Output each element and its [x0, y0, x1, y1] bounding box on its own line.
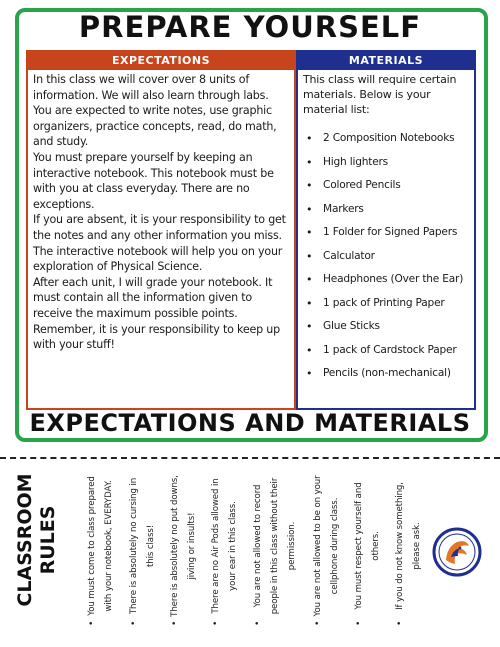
materials-header: MATERIALS	[298, 52, 474, 70]
bullet-icon: •	[170, 620, 180, 626]
materials-list	[303, 127, 469, 386]
rule-item	[208, 472, 242, 626]
rule-item	[310, 472, 344, 626]
materials-body	[298, 70, 474, 386]
rule-text: There are no Air Pods allowed in your ear in this class.	[211, 478, 238, 614]
expectations-body	[28, 70, 294, 353]
expectations-paragraph: In this class we will cover over 8 units of information. We will also learn through labs. You are expected to write notes, use graphic organizers, practice concepts, read, do math, and study.	[33, 73, 277, 149]
rule-text: If you do not know something, please ask.	[395, 482, 422, 610]
cut-line-divider	[0, 457, 500, 459]
rule-item	[126, 472, 160, 626]
bullet-icon: •	[129, 620, 139, 626]
expectations-panel	[26, 50, 296, 410]
list-item: • 1 pack of Printing Paper	[303, 292, 469, 316]
expectations-paragraph: If you are absent, it is your responsibility to get the notes and any other information you miss.	[33, 213, 286, 242]
list-item: • 1 Folder for Signed Papers	[303, 221, 469, 245]
bullet-icon: •	[211, 620, 221, 626]
bullet-icon: •	[354, 620, 364, 626]
rule-item	[84, 472, 118, 626]
list-item: • Markers	[303, 198, 469, 222]
mascot-logo-icon	[432, 527, 482, 577]
rules-heading	[14, 470, 60, 610]
list-item: • Pencils (non-mechanical)	[303, 362, 469, 386]
list-item: • Colored Pencils	[303, 174, 469, 198]
expectations-header: EXPECTATIONS	[28, 52, 294, 70]
list-item: • 1 pack of Cardstock Paper	[303, 339, 469, 363]
page-title: PREPARE YOURSELF	[78, 10, 422, 44]
rule-text: There is absolutely no cursing in this class!	[129, 477, 156, 615]
rule-item	[167, 472, 201, 626]
rule-text: You are not allowed to record people in this class without their permission.	[253, 477, 297, 615]
list-item: • High lighters	[303, 151, 469, 175]
rules-heading-line: CLASSROOM	[14, 473, 36, 607]
materials-intro: This class will require certain materials. Below is your material list:	[303, 73, 457, 116]
expectations-paragraph: Remember, it is your responsibility to keep up with your stuff!	[33, 322, 280, 352]
materials-panel	[296, 50, 476, 410]
rule-item	[351, 472, 385, 626]
bullet-icon: •	[253, 620, 263, 626]
rule-item	[250, 472, 301, 626]
expectations-paragraph: You must prepare yourself by keeping an interactive notebook. This notebook must be with you at class everyday. There are no exceptions.	[33, 150, 274, 211]
rule-text: There is absolutely no put downs, jiving or insults!	[170, 475, 197, 617]
rule-item	[392, 472, 426, 626]
list-item: • Glue Sticks	[303, 315, 469, 339]
rule-text: You must come to class prepared with your notebook, EVERYDAY.	[87, 476, 114, 616]
list-item: • Calculator	[303, 245, 469, 269]
bullet-icon: •	[395, 620, 405, 626]
bullet-icon: •	[87, 620, 97, 626]
rules-heading-line: RULES	[37, 505, 59, 575]
expectations-paragraph: After each unit, I will grade your notebook. It must contain all the information given to receive the maximum possible points.	[33, 275, 273, 320]
list-item: • 2 Composition Notebooks	[303, 127, 469, 151]
section-subtitle: EXPECTATIONS AND MATERIALS	[29, 409, 471, 437]
list-item: • Headphones (Over the Ear)	[303, 268, 469, 292]
bullet-icon: •	[313, 620, 323, 626]
expectations-paragraph: The interactive notebook will help you on your exploration of Physical Science.	[33, 244, 283, 274]
rule-text: You are not allowed to be on your cellphone during class.	[313, 475, 340, 617]
rule-text: You must respect yourself and others.	[354, 482, 381, 610]
